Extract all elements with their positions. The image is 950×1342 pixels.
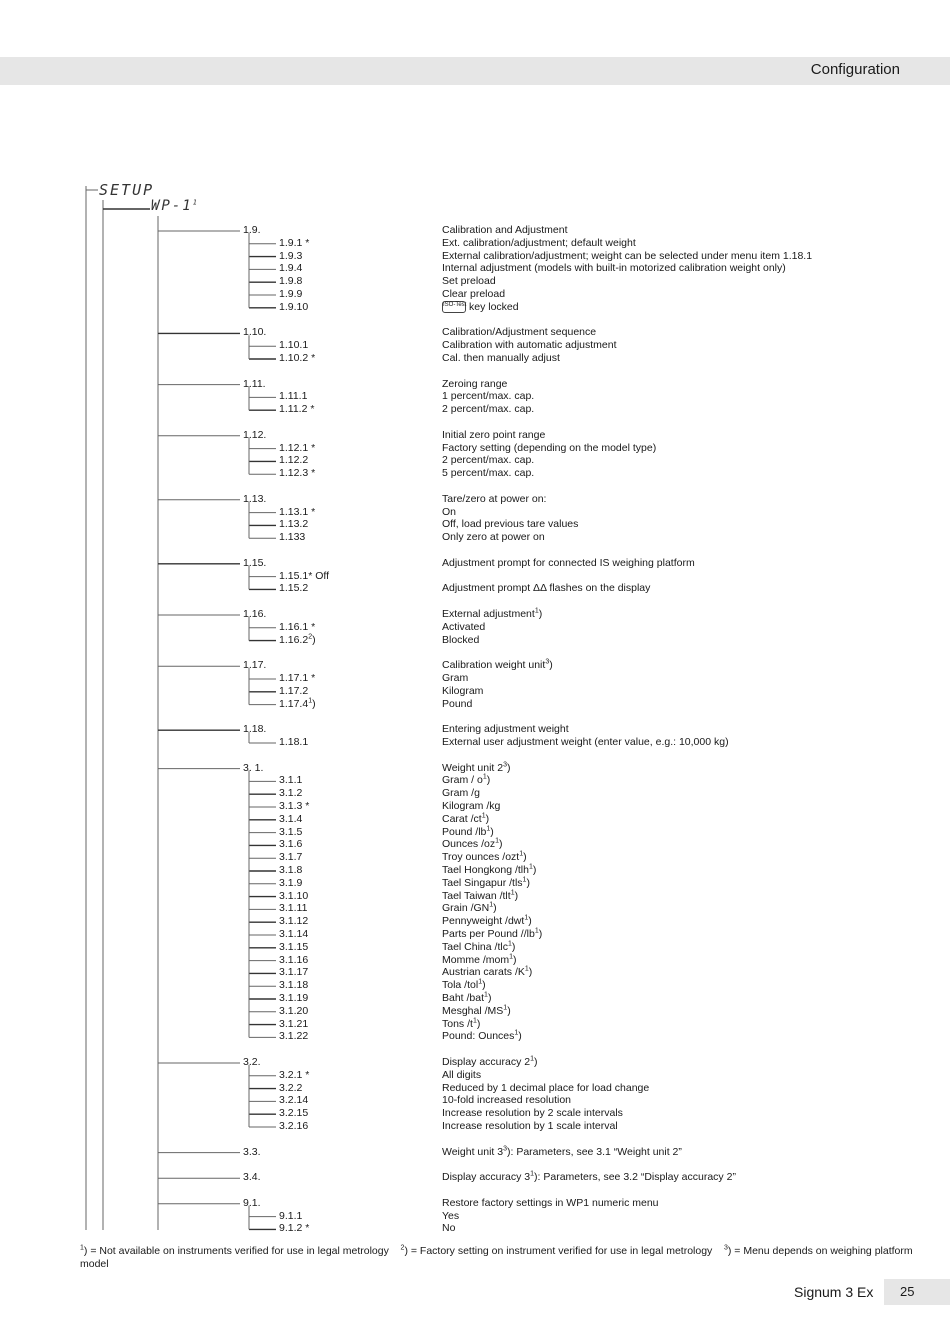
submenu-item-description: Ounces $/oz^1$) (442, 837, 503, 851)
submenu-item-description: Tael China /tlc$^1$) (442, 940, 516, 953)
submenu-item-description: Parts per Pound $//lb^1$) (442, 927, 543, 940)
menu-item-code: 1.9. (243, 224, 261, 236)
menu-item-code: 1.16. (243, 608, 267, 620)
submenu-item-description: Adjustment prompt ΔΔ flashes on the display (442, 582, 651, 595)
submenu-item-description: Yes (442, 1209, 460, 1222)
submenu-item-description: Troy ounces /ozt$^1$) (442, 850, 527, 864)
menu-item-code: 1.13. (243, 492, 267, 505)
menu-item-code: 1.15. (243, 556, 267, 569)
submenu-item-description: Calibration with automatic adjustment (442, 339, 617, 352)
submenu-item-description: Gram / $o^1$) (442, 773, 491, 787)
footnote-2: $^2$) = Factory setting on instrument verified for use in legal metrology (400, 1244, 713, 1257)
menu-item-code: 3.3. (243, 1145, 261, 1158)
submenu-item-description: Set preload (442, 275, 496, 288)
submenu-item-code: 3.2.14 (279, 1094, 309, 1107)
submenu-item-code: 1.17.2 (279, 684, 309, 697)
submenu-item-description: Increase resolution by 2 scale intervals (442, 1107, 623, 1120)
submenu-item-code: 1.9.8 (279, 275, 303, 288)
submenu-item-description: Factory setting (depending on the model type) (442, 441, 657, 454)
submenu-item-description: Increase resolution by 1 scale interval (442, 1120, 618, 1132)
submenu-item-code: 1.17.1 * (279, 672, 316, 684)
submenu-item-description: Pound $/lb^1$) (442, 825, 494, 838)
submenu-item-code: 1.10.2 * (279, 352, 316, 364)
submenu-item-code: 3.1.22 (279, 1030, 309, 1043)
submenu-item-code: 3.1.14 (279, 928, 309, 940)
submenu-item-description: On (442, 505, 457, 518)
submenu-item-code: 3.2.16 (279, 1120, 309, 1132)
submenu-item-code: 3.1.9 (279, 876, 303, 889)
submenu-item-description: Tael Singapur /tls$^1$) (442, 876, 530, 889)
submenu-item-description: Gram /g (442, 787, 480, 800)
menu-item-code: 1.11. (243, 377, 266, 390)
submenu-item-code: 3.1.7 (279, 851, 303, 864)
submenu-item-code: 3.1.2 (279, 787, 303, 800)
submenu-item-description: Reduced by 1 decimal place for load change (442, 1081, 650, 1094)
submenu-item-code: 3.1.10 (279, 889, 309, 902)
submenu-item-code: 1.9.4 (279, 262, 303, 275)
submenu-item-code: 1.15.1* Off (279, 569, 330, 582)
submenu-item-description: 10-fold increased resolution (442, 1094, 571, 1107)
submenu-item-code: 1.13.2 (279, 518, 309, 531)
submenu-item-description: Baht /bat$^1$) (442, 991, 492, 1004)
submenu-item-description: All digits (442, 1068, 482, 1081)
submenu-item-code: 3.1.15 (279, 940, 309, 953)
submenu-item-code: 1.11.1 (279, 390, 308, 403)
menu-item-code: 3.2. (243, 1056, 261, 1068)
page-number: 25 (884, 1279, 950, 1305)
submenu-item-description: Only zero at power on (442, 531, 545, 544)
submenu-item-description: Pennyweight /dwt$^1$) (442, 914, 532, 928)
menu-item-description: Weight unit $2^3$) (442, 761, 511, 774)
submenu-item-code: 3.1.19 (279, 992, 309, 1004)
submenu-item-description: Tola /tol$^1$) (442, 978, 486, 992)
submenu-item-description: Off, load previous tare values (442, 518, 579, 531)
menu-item-code: 9.1. (243, 1196, 261, 1209)
menu-item-description: Display accuracy $3^1$): Parameters, see 3.2 “Display accuracy 2” (442, 1170, 736, 1184)
submenu-item-description: 1 percent/max. cap. (442, 390, 535, 403)
submenu-item-description: Tael Hongkong /tlh$^1$) (442, 863, 537, 876)
submenu-item-code: 1.12.3 * (279, 467, 316, 480)
submenu-item-code: 3.1.21 (279, 1017, 309, 1030)
submenu-item-code: 3.1.3 * (279, 800, 310, 812)
submenu-item-code: 1.16.2$^2$) (279, 633, 316, 646)
submenu-item-description: Clear preload (442, 288, 506, 300)
submenu-item-code: 1.15.2 (279, 582, 309, 595)
submenu-item-description: Austrian carats $/K^1$) (442, 965, 533, 979)
footer-product-name: Signum 3 Ex (794, 1284, 874, 1300)
submenu-item-code: 3.1.20 (279, 1004, 309, 1017)
footnotes (80, 1245, 920, 1271)
submenu-item-code: 1.10.1 (279, 339, 309, 352)
submenu-item-code: 1.133 (279, 531, 306, 544)
submenu-item-code: 3.2.15 (279, 1107, 309, 1120)
wp1-mark: 1 (192, 198, 199, 207)
page-title: Configuration (810, 61, 900, 78)
menu-item-description: Display accuracy $2^1$) (442, 1055, 538, 1068)
submenu-item-description: Tael Taiwan /tlt$^1$) (442, 889, 519, 902)
menu-item-description: Initial zero point range (442, 428, 546, 441)
submenu-item-description: Carat $/ct^1$) (442, 812, 490, 825)
submenu-item-code: 1.18.1 (279, 736, 309, 748)
menu-item-code: 1.12. (243, 428, 267, 441)
submenu-item-description: Gram (442, 672, 469, 684)
submenu-item-code: 3.1.6 (279, 838, 303, 851)
submenu-item-code: 1.11.2 * (279, 403, 315, 416)
menu-item-description: Weight unit $3^3$): Parameters, see 3.1 “Weight unit 2” (442, 1145, 682, 1158)
footnote-3: $^3$) = Menu depends on weighing platform model (80, 1244, 913, 1270)
submenu-item-code: 3.1.17 (279, 966, 309, 979)
submenu-item-description: External user adjustment weight (enter value, e.g.: 10,000 kg) (442, 736, 729, 748)
menu-item-description: Calibration weight unit$^3$) (442, 658, 553, 672)
menu-item-description: Calibration and Adjustment (442, 224, 568, 236)
submenu-item-code: 1.9.10 (279, 300, 309, 313)
iso-test-key-icon: ISO-Test (442, 301, 466, 313)
submenu-item-description: Grain $/GN^1$) (442, 901, 497, 915)
submenu-item-code: 9.1.2 * (279, 1222, 310, 1235)
submenu-item-code: 3.1.5 (279, 825, 303, 838)
submenu-item-description: No (442, 1222, 456, 1235)
submenu-item-code: 3.1.8 (279, 864, 303, 876)
menu-item-code: 1.18. (243, 723, 267, 736)
submenu-item-description: External calibration/adjustment; weight can be selected under menu item 1.18.1 (442, 249, 813, 262)
menu-item-description: Zeroing range (442, 377, 508, 390)
submenu-item-description: Pound (442, 697, 473, 710)
menu-item-code: 3. 1. (243, 761, 264, 774)
submenu-item-code: 1.16.1 * (279, 620, 316, 633)
submenu-item-code: 1.12.1 * (279, 441, 316, 454)
menu-item-description: Tare/zero at power on: (442, 492, 547, 505)
submenu-item-code: 1.9.3 (279, 249, 303, 262)
wp1-label: WP-1 (151, 198, 193, 214)
submenu-item-description: ISO-Test key locked (443, 300, 519, 313)
submenu-item-code: 1.9.9 (279, 288, 303, 300)
menu-item-description: Restore factory settings in WP1 numeric menu (442, 1196, 659, 1209)
submenu-item-code: 3.1.18 (279, 979, 309, 992)
setup-menu-display: SETUP (99, 181, 155, 199)
submenu-item-description: 5 percent/max. cap. (442, 467, 535, 480)
submenu-item-code: 3.1.11 (279, 902, 308, 915)
submenu-item-description: Cal. then manually adjust (442, 352, 560, 364)
submenu-item-description: 2 percent/max. cap. (442, 454, 535, 467)
submenu-item-description: Tons $/t^1$) (442, 1017, 481, 1030)
submenu-item-code: 1.13.1 * (279, 505, 316, 518)
wp1-menu-display (151, 198, 199, 214)
header-band (0, 57, 950, 85)
submenu-item-description: 2 percent/max. cap. (442, 403, 535, 416)
menu-item-code: 1.17. (243, 659, 267, 672)
submenu-item-description: Mesghal $/MS^1$) (442, 1004, 511, 1017)
submenu-item-description: Internal adjustment (models with built-in motorized calibration weight only) (442, 262, 786, 275)
submenu-item-code: 1.12.2 (279, 454, 309, 467)
submenu-item-code: 3.1.12 (279, 915, 309, 928)
menu-item-description: Entering adjustment weight (442, 723, 569, 736)
menu-item-code: 1.10. (243, 326, 267, 339)
submenu-item-description: Blocked (442, 633, 480, 646)
menu-item-description: Adjustment prompt for connected IS weighing platform (442, 556, 695, 569)
submenu-item-description: Kilogram /kg (442, 800, 501, 812)
submenu-item-description: Ext. calibration/adjustment; default weight (442, 236, 636, 249)
submenu-item-code: 3.1.4 (279, 812, 303, 825)
menu-item-description: Calibration/Adjustment sequence (442, 326, 597, 339)
submenu-item-code: 3.2.1 * (279, 1068, 310, 1081)
submenu-item-description: Activated (442, 620, 486, 633)
submenu-item-code: 3.1.1 (279, 774, 303, 787)
menu-item-code: 3.4. (243, 1171, 261, 1184)
menu-item-description: External adjustment$^1$) (442, 607, 543, 620)
footnote-1: $^1$) = Not available on instruments verified for use in legal metrology (80, 1244, 389, 1257)
submenu-item-code: 1.9.1 * (279, 236, 310, 249)
submenu-item-code: 9.1.1 (279, 1209, 303, 1222)
submenu-item-description: Pound: Ounces$^1$) (442, 1029, 522, 1043)
submenu-item-code: 3.1.16 (279, 953, 309, 966)
submenu-item-code: 1.17.4$^1$) (279, 697, 316, 710)
submenu-item-description: Kilogram (442, 684, 484, 697)
submenu-item-code: 3.2.2 (279, 1081, 303, 1094)
submenu-item-description: Momme /mom$^1$) (442, 953, 517, 966)
